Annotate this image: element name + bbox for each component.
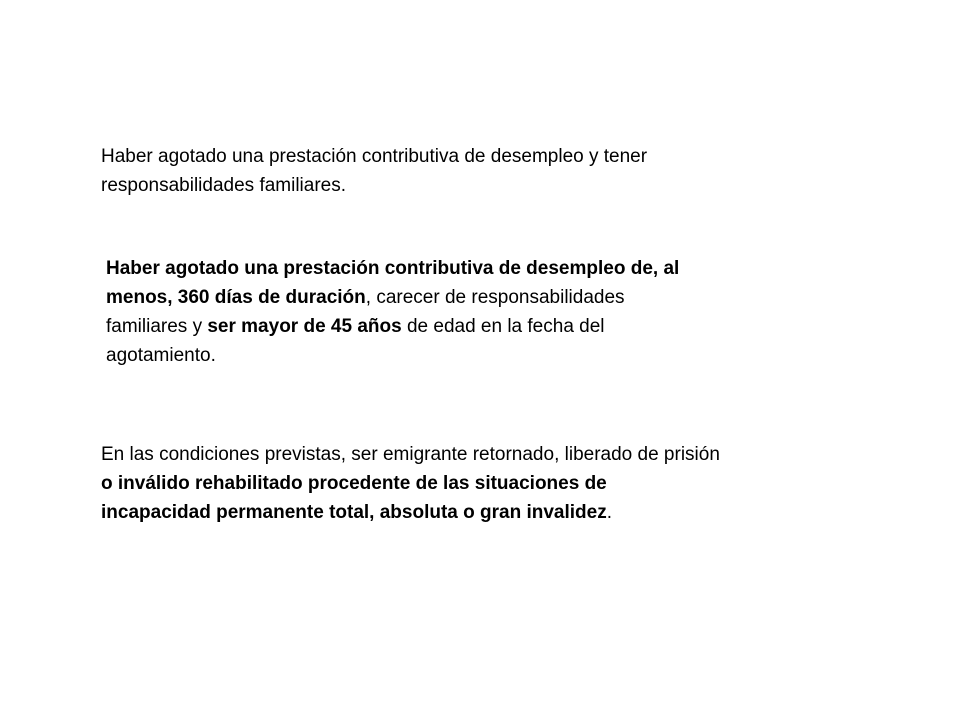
- text-run: Haber agotado una prestación contributiva de desempleo y tener: [101, 146, 648, 167]
- text-line: [106, 283, 679, 312]
- text-run: responsabilidades familiares.: [101, 175, 347, 196]
- text-run: de edad en la fecha del: [401, 316, 605, 337]
- text-run: familiares y: [106, 316, 208, 337]
- text-run: agotamiento.: [106, 345, 216, 366]
- text-line: [106, 312, 679, 341]
- text-line: [101, 469, 720, 498]
- text-line: [106, 254, 679, 283]
- paragraph-exhausted-benefit-over-45: [106, 254, 679, 370]
- text-run-bold: ser mayor de 45 años: [207, 316, 402, 337]
- text-run-bold: menos, 360 días de duración: [106, 287, 366, 308]
- text-line: [101, 498, 720, 527]
- text-run: En las condiciones previstas, ser emigrante retornado, liberado de prisión: [101, 444, 720, 465]
- text-line: [101, 440, 720, 469]
- text-run-bold: o inválido rehabilitado procedente de las situaciones de: [101, 473, 607, 494]
- text-run-bold: incapacidad permanente total, absoluta o gran invalidez: [101, 502, 607, 523]
- text-line: [106, 341, 679, 370]
- text-run: .: [606, 502, 613, 523]
- text-line: [101, 171, 647, 200]
- paragraph-exhausted-benefit-family: [101, 142, 647, 200]
- paragraph-special-conditions: [101, 440, 720, 527]
- text-line: [101, 142, 647, 171]
- text-run: , carecer de responsabilidades: [365, 287, 625, 308]
- text-run-bold: Haber agotado una prestación contributiva de desempleo de, al: [106, 258, 680, 279]
